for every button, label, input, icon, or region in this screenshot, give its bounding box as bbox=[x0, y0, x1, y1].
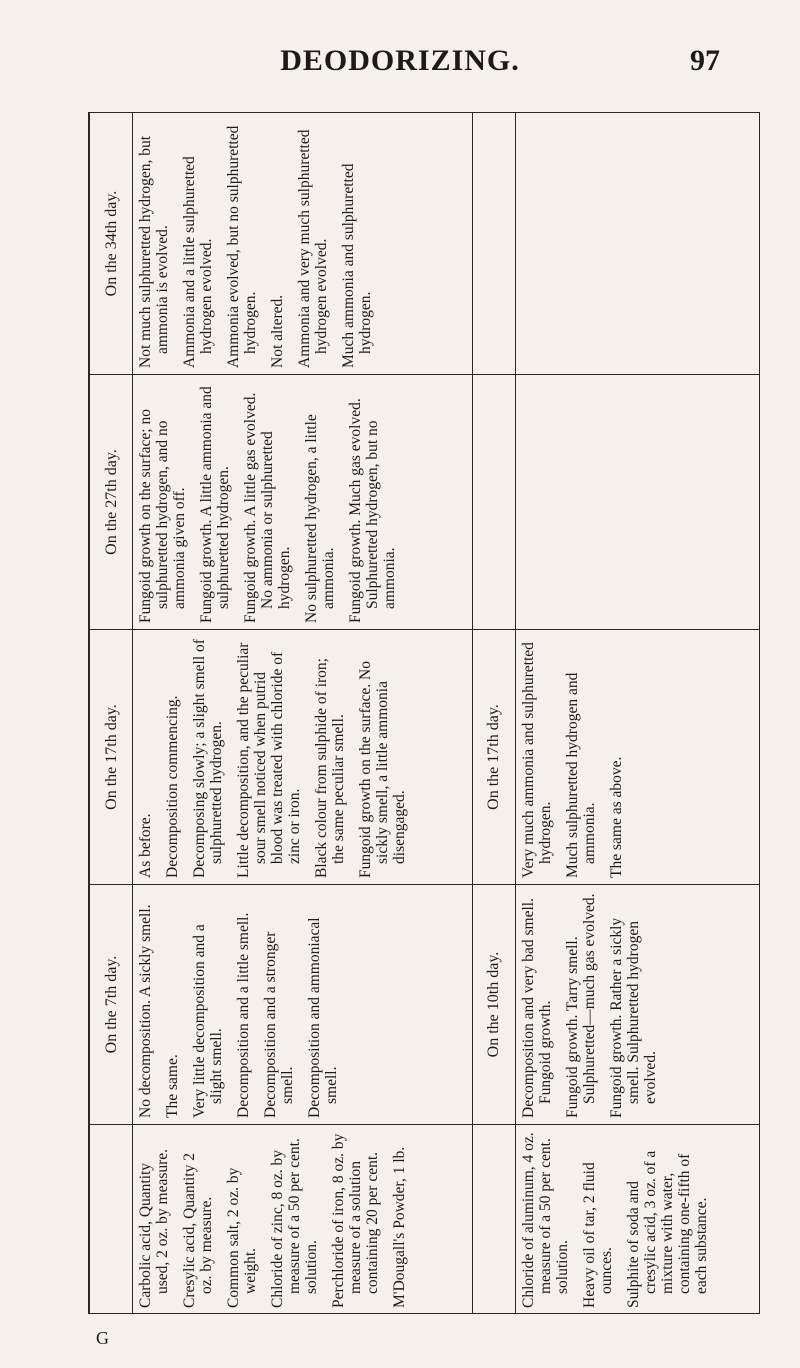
empty-header bbox=[472, 375, 515, 630]
day27-cell bbox=[133, 375, 473, 630]
substance-header-bottom bbox=[472, 1125, 515, 1315]
observation-item: Not much sulphuretted hydrogen, but ammonia is evolved. bbox=[137, 135, 171, 368]
substance-item: Heavy oil of tar, 2 fluid ounces. bbox=[580, 1162, 615, 1308]
header-row-bottom bbox=[472, 113, 515, 1315]
observation-item: Decomposition commencing. bbox=[164, 695, 181, 878]
results-table-frame bbox=[88, 112, 760, 1314]
day10-cell bbox=[515, 885, 760, 1125]
observation-item: Fungoid growth. Rather a sickly smell. Sulphuretted hydrogen evolved. bbox=[607, 917, 659, 1118]
substance-item: Perchloride of iron, 8 oz. by measure of a solution containing 20 per cent. bbox=[330, 1133, 381, 1308]
observation-item: Decomposition and a stronger smell. bbox=[262, 931, 296, 1118]
col-header-day17b: On the 17th day. bbox=[472, 630, 515, 885]
substance-item: Chloride of zinc, 8 oz. by measure of a 50 per cent. solution. bbox=[269, 1138, 320, 1308]
body-row-bottom bbox=[515, 113, 760, 1315]
observation-item: Decomposition and a little smell. bbox=[235, 912, 252, 1118]
signature-mark: G bbox=[96, 1328, 109, 1348]
substance-item: Cresylic acid, Quantity 2 oz. by measure. bbox=[181, 1153, 215, 1308]
empty-header bbox=[472, 113, 515, 375]
observation-item: Fungoid growth. Much gas evolved. Sulphuretted hydrogen, but no ammonia. bbox=[347, 398, 398, 623]
observation-item: Ammonia evolved, but no sulphuretted hydrogen. bbox=[225, 125, 259, 368]
observation-item: Decomposing slowly; a slight smell of sulphuretted hydrogen. bbox=[191, 639, 225, 878]
observation-item: Little decomposition, and the peculiar sour smell noticed when putrid blood was treated with chloride of zinc or iron. bbox=[235, 642, 303, 878]
observation-item: Decomposition and ammoniacal smell. bbox=[306, 917, 340, 1118]
body-row-top bbox=[133, 113, 473, 1315]
day7-cell bbox=[133, 885, 473, 1125]
observation-item: Decomposition and very bad smell. Fungoid growth. bbox=[519, 898, 554, 1118]
observation-item: Fungoid growth on the surface. No sickly smell, a little ammonia disengaged. bbox=[357, 661, 408, 878]
observation-item: Fungoid growth. Tarry smell. Sulphuretted—much gas evolved. bbox=[563, 893, 598, 1118]
observation-item: Much ammonia and sulphuretted hydrogen. bbox=[340, 163, 374, 368]
observation-item: Very little decomposition and a slight smell. bbox=[191, 924, 225, 1118]
header-row-top bbox=[90, 113, 133, 1315]
page-number: 97 bbox=[690, 44, 720, 77]
substances-bottom-cell bbox=[515, 1125, 760, 1315]
substance-item: Carbolic acid, Quantity used, 2 oz. by measure. bbox=[137, 1148, 171, 1308]
observation-item: The same. bbox=[164, 1054, 181, 1118]
observation-item: No sulphuretted hydrogen, a little ammonia. bbox=[303, 414, 337, 623]
rotated-table bbox=[89, 113, 760, 1314]
running-title: DEODORIZING. bbox=[280, 44, 520, 77]
observation-item: Very much ammonia and sulphuretted hydrogen. bbox=[519, 642, 554, 878]
running-head bbox=[0, 44, 800, 84]
substance-item: Chloride of aluminum, 4 oz. measure of a 50 per cent. solution. bbox=[519, 1132, 571, 1308]
observation-item: Fungoid growth on the surface; no sulphuretted hydrogen, and no ammonia given off. bbox=[137, 409, 188, 623]
observation-item: Ammonia and very much sulphuretted hydrogen evolved. bbox=[296, 129, 330, 368]
col-header-day7: On the 7th day. bbox=[90, 885, 133, 1125]
col-header-day10: On the 10th day. bbox=[472, 885, 515, 1125]
col-header-day27: On the 27th day. bbox=[90, 375, 133, 630]
observation-item: Fungoid growth. A little ammonia and sulphuretted hydrogen. bbox=[198, 386, 232, 623]
observation-item: Ammonia and a little sulphuretted hydrogen evolved. bbox=[181, 156, 215, 368]
day34-cell bbox=[133, 113, 473, 375]
empty-cell bbox=[515, 375, 760, 630]
substance-item: Sulphite of soda and cresylic acid, 3 oz. of a mixture with water, containing one-fifth of each substance. bbox=[624, 1150, 710, 1308]
col-header-day34: On the 34th day. bbox=[90, 113, 133, 375]
observation-item: The same as above. bbox=[607, 756, 625, 878]
col-header-day17: On the 17th day. bbox=[90, 630, 133, 885]
observation-item: Much sulphuretted hydrogen and ammonia. bbox=[563, 672, 598, 878]
substance-item: M'Dougall's Powder, 1 lb. bbox=[391, 1146, 408, 1308]
substance-header bbox=[90, 1125, 133, 1315]
observation-item: No decomposition. A sickly smell. bbox=[137, 904, 154, 1118]
results-table bbox=[89, 112, 760, 1314]
observation-item: Not altered. bbox=[269, 294, 286, 368]
observation-item: Black colour from sulphide of iron; the same peculiar smell. bbox=[313, 658, 347, 878]
day17b-cell bbox=[515, 630, 760, 885]
empty-cell bbox=[515, 113, 760, 375]
substances-top-cell bbox=[133, 1125, 473, 1315]
observation-item: Fungoid growth. A little gas evolved. No ammonia or sulphuretted hydrogen. bbox=[242, 392, 293, 623]
observation-item: As before. bbox=[137, 813, 154, 878]
day17-cell bbox=[133, 630, 473, 885]
substance-item: Common salt, 2 oz. by weight. bbox=[225, 1167, 259, 1308]
